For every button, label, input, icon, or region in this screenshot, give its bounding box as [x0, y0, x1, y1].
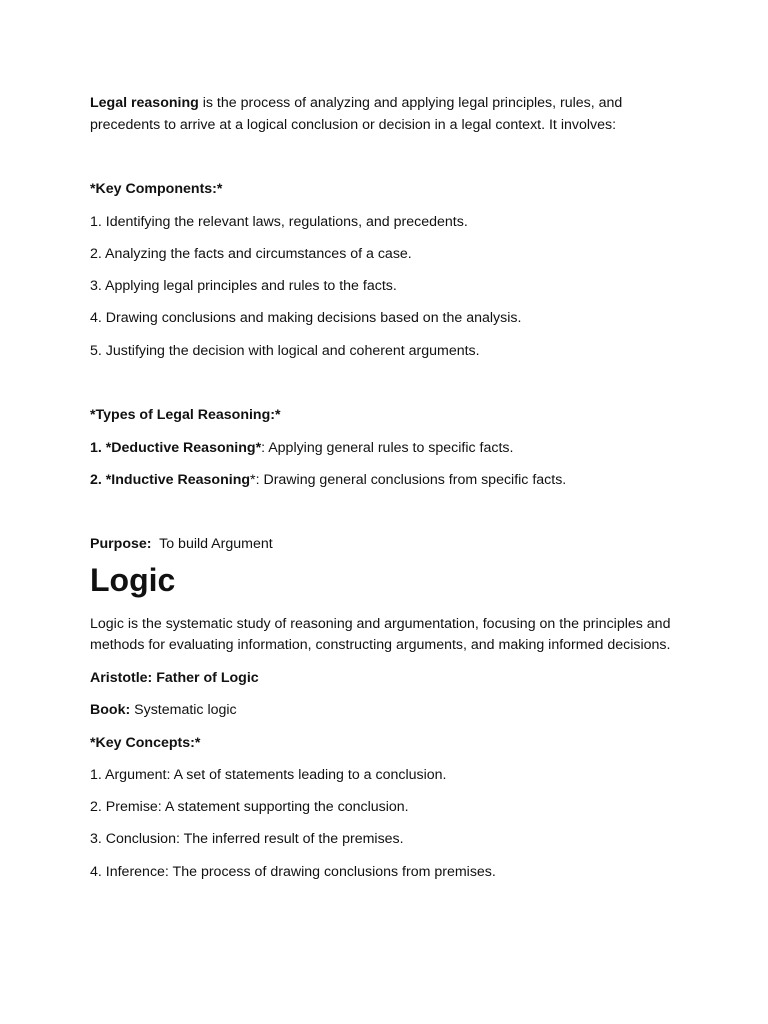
- intro-paragraph: [90, 93, 680, 136]
- list-item: [90, 438, 680, 460]
- list-item: [90, 470, 680, 492]
- type-text: *: Drawing general conclusions from specific facts.: [250, 471, 567, 488]
- types-heading: *Types of Legal Reasoning:*: [90, 407, 281, 424]
- key-concepts-heading: *Key Concepts:*: [90, 734, 201, 751]
- book-label: Book:: [90, 702, 131, 719]
- list-item: 2. Analyzing the facts and circumstances of a case.: [90, 245, 412, 262]
- aristotle-line: Aristotle: Father of Logic: [90, 669, 259, 686]
- logic-paragraph: Logic is the systematic study of reasoning and argumentation, focusing on the principles and methods for evaluating information, constructing arguments, and making informed decisions.: [90, 615, 671, 654]
- book-text: Systematic logic: [130, 702, 237, 719]
- type-label: 1. *Deductive Reasoning*: [90, 439, 262, 456]
- purpose-text: To build Argument: [151, 536, 273, 553]
- list-item: 1. Identifying the relevant laws, regulations, and precedents.: [90, 213, 468, 230]
- list-item: 2. Premise: A statement supporting the conclusion.: [90, 799, 409, 816]
- list-item: 4. Drawing conclusions and making decisions based on the analysis.: [90, 310, 522, 327]
- list-item: 1. Argument: A set of statements leading to a conclusion.: [90, 766, 447, 783]
- intro-text: is the process of analyzing and applying legal principles, rules, and precedents to arrive at a logical conclusion or decision in a legal context. It involves:: [90, 95, 623, 133]
- type-text: : Applying general rules to specific facts.: [261, 439, 514, 456]
- purpose-line: [90, 534, 680, 556]
- key-components-heading: *Key Components:*: [90, 181, 223, 197]
- book-line: [90, 700, 680, 722]
- logic-title: Logic: [90, 561, 176, 598]
- document-body: [90, 93, 680, 894]
- list-item: 3. Applying legal principles and rules to the facts.: [90, 278, 397, 295]
- list-item: 5. Justifying the decision with logical and coherent arguments.: [90, 342, 480, 359]
- intro-lead: Legal reasoning: [90, 95, 199, 111]
- type-label: 2. *Inductive Reasoning: [90, 471, 251, 488]
- list-item: 4. Inference: The process of drawing conclusions from premises.: [90, 863, 496, 880]
- purpose-label: Purpose:: [90, 536, 152, 553]
- list-item: 3. Conclusion: The inferred result of the premises.: [90, 831, 404, 848]
